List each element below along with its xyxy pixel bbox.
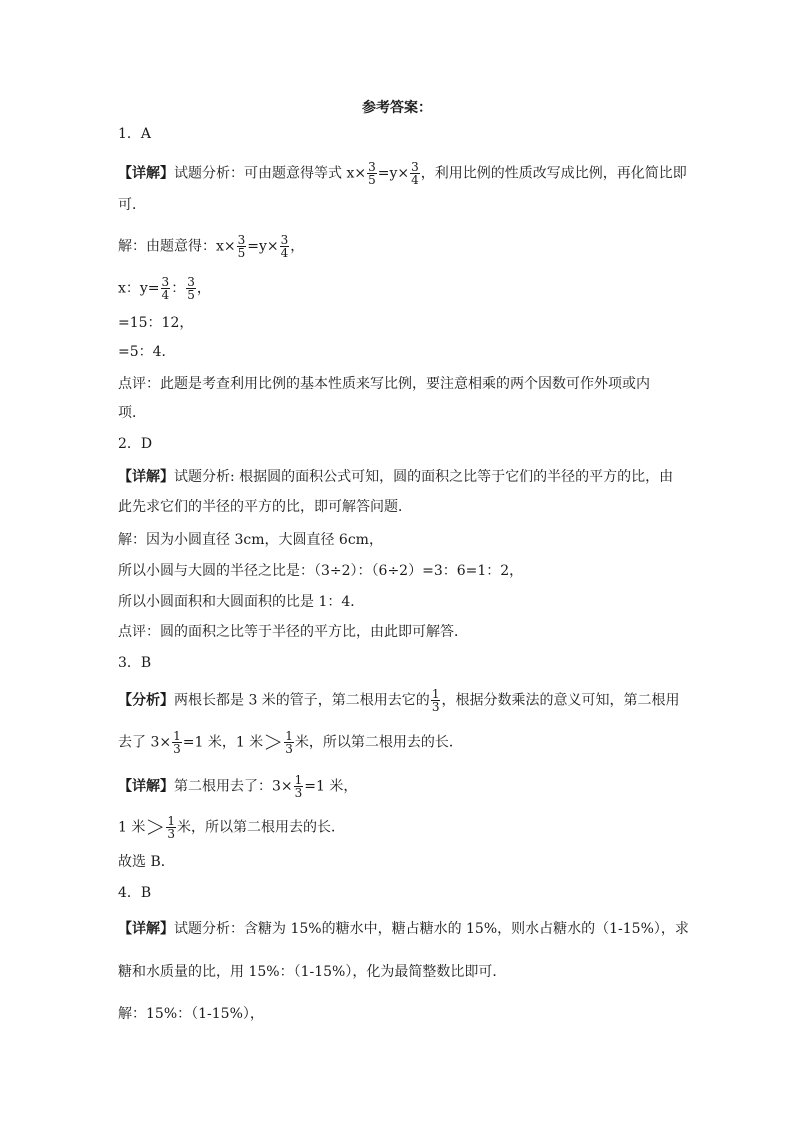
q3-analysis-tag: 【分析】	[118, 692, 174, 709]
q1-detail-tag: 【详解】	[118, 165, 174, 182]
q2-answer: 2．D	[118, 436, 153, 452]
fraction-3-5: $\frac{3}{5}$	[237, 233, 246, 260]
q1-comment-line-1: 点评：此题是考查利用比例的基本性质来写比例，要注意相乘的两个因数可作外项或内	[118, 376, 650, 392]
q2-analysis-line-2: 此先求它们的半径的平方的比，即可解答问题．	[118, 499, 412, 515]
q3-detail-line-2: 1 米＞ $\frac{1}{3}$ 米，所以第二根用去的长．	[118, 814, 345, 841]
fraction-1-3: $\frac{1}{3}$	[173, 729, 181, 756]
q3-detail-tag: 【详解】	[118, 778, 174, 795]
fraction-1-3: $\frac{1}{3}$	[285, 729, 293, 756]
q4-answer: 4．B	[118, 885, 152, 901]
q3-analysis-line-2: 去了 3× $\frac{1}{3}$ =1 米，1 米＞ $\frac{1}{3}$ 米，所以第二根用去的长．	[118, 729, 463, 756]
fraction-3-4: $\frac{3}{4}$	[411, 160, 419, 187]
fraction-3-4: $\frac{3}{4}$	[280, 233, 289, 260]
q2-solution-line-1: 解：因为小圆直径 3cm，大圆直径 6cm，	[118, 532, 383, 548]
fraction-3-5: $\frac{3}{5}$	[368, 160, 376, 187]
q2-solution-line-2: 所以小圆与大圆的半径之比是：（3÷2）：（6÷2）=3：6=1：2，	[118, 563, 524, 579]
q2-analysis-line-1: 【详解】试题分析: 根据圆的面积公式可知，圆的面积之比等于它们的半径的平方的比，由	[118, 469, 674, 485]
page-title: 参考答案：	[362, 100, 432, 116]
q4-detail-tag: 【详解】	[118, 921, 174, 937]
q1-comment-line-2: 项．	[118, 405, 146, 421]
q1-analysis-line-2: 可．	[118, 197, 146, 213]
fraction-1-3: $\frac{1}{3}$	[167, 814, 175, 841]
q2-comment: 点评：圆的面积之比等于半径的平方比，由此即可解答．	[118, 624, 468, 640]
fraction-3-4: $\frac{3}{4}$	[161, 275, 170, 302]
q2-detail-tag: 【详解】	[118, 469, 174, 485]
fraction-1-3: $\frac{1}{3}$	[431, 687, 440, 714]
greater-than-sign: ＞	[145, 815, 166, 840]
q4-analysis-line-2: 糖和水质量的比，用 15%：（1-15%），化为最简整数比即可．	[118, 964, 507, 980]
q3-answer: 3．B	[118, 655, 152, 671]
greater-than-sign: ＞	[263, 730, 284, 755]
q1-solution-line-3: =15：12，	[118, 315, 194, 331]
q1-answer: 1．A	[118, 126, 152, 142]
q1-solution-line-4: =5：4．	[118, 344, 176, 360]
q4-analysis-line-1: 【详解】试题分析：含糖为 15%的糖水中，糖占糖水的 15%，则水占糖水的（1-15%），求	[118, 921, 689, 937]
fraction-1-3: $\frac{1}{3}$	[294, 773, 303, 800]
q3-analysis-line-1: 【分析】两根长都是 3 米的管子，第二根用去它的 $\frac{1}{3}$ ，根据分数乘法的意义可知，第二根用	[118, 687, 680, 714]
q3-detail-line-1: 【详解】第二根用去了：3× $\frac{1}{3}$ =1 米，	[118, 773, 358, 800]
q1-solution-line-1: 解：由题意得：x× $\frac{3}{5}$ =y× $\frac{3}{4}$ ，	[118, 233, 305, 260]
q2-solution-line-3: 所以小圆面积和大圆面积的比是 1：4．	[118, 594, 365, 610]
q3-conclusion: 故选 B．	[118, 854, 175, 870]
q1-analysis-line-1: 【详解】试题分析：可由题意得等式 x× $\frac{3}{5}$ =y× $\frac{3}{4}$ ，利用比例的性质改写成比例，再化简比即	[118, 160, 687, 187]
q1-solution-line-2: x：y= $\frac{3}{4}$ ： $\frac{3}{5}$ ，	[118, 275, 211, 302]
q4-solution-line-1: 解：15%：（1-15%），	[118, 1006, 264, 1022]
fraction-3-5: $\frac{3}{5}$	[187, 275, 195, 302]
